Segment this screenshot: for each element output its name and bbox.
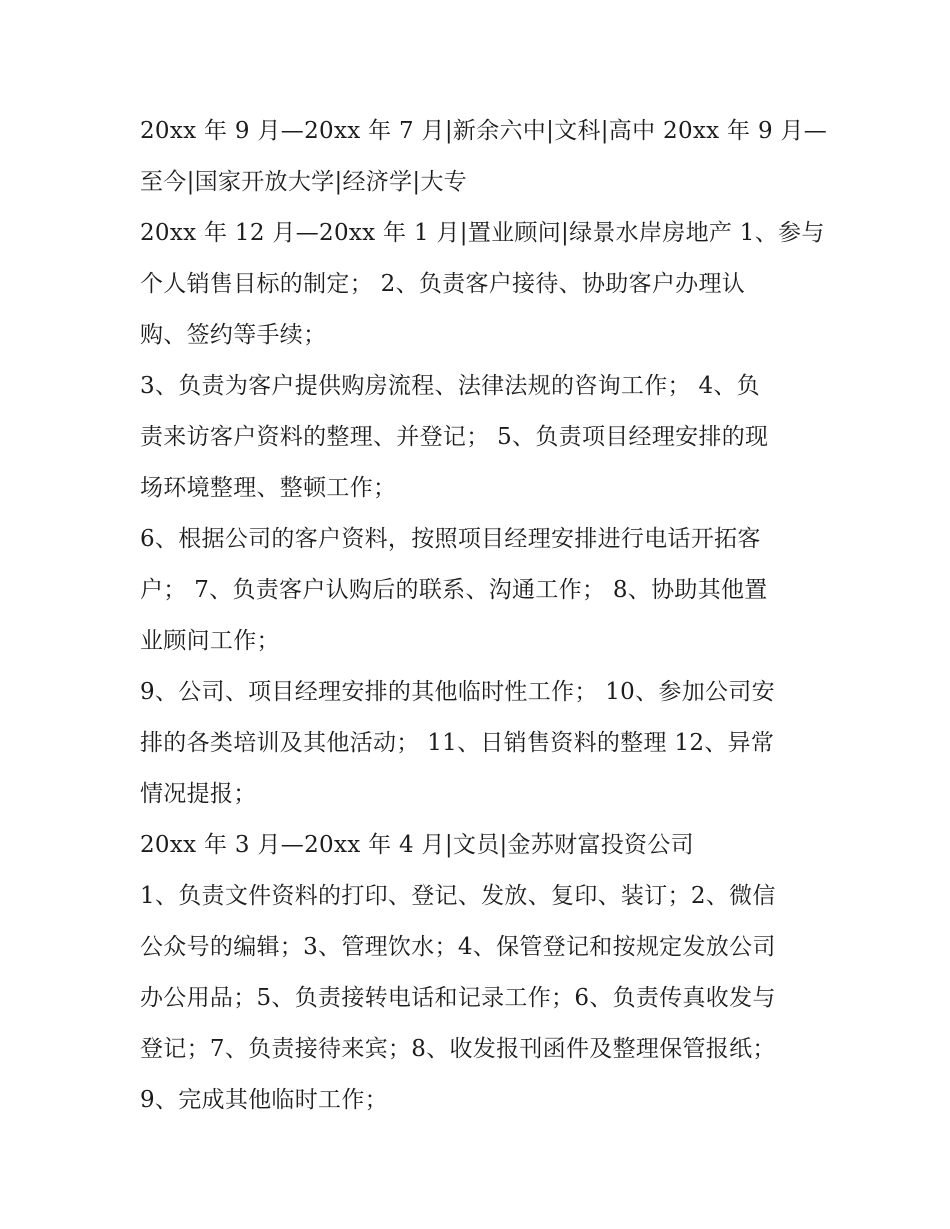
job-1-duty-line: 6、根据公司的客户资料，按照项目经理安排进行电话开拓客: [140, 526, 761, 552]
job-2-duty-line: 公众号的编辑；3、管理饮水；4、保管登记和按规定发放公司: [140, 934, 776, 960]
job-1-duty-line: 情况提报；: [140, 781, 257, 807]
job-2-duty-line: 9、完成其他临时工作；: [140, 1087, 388, 1113]
job-1-duty-line: 排的各类培训及其他活动； 11、日销售资料的整理 12、异常: [140, 730, 775, 756]
job-2-duty-line: 办公用品；5、负责接转电话和记录工作；6、负责传真收发与: [140, 985, 776, 1011]
document-body: [140, 106, 828, 1126]
education-line-2: 至今|国家开放大学|经济学|大专: [140, 169, 468, 195]
job-2-header-line: 20xx 年 3 月—20xx 年 4 月|文员|金苏财富投资公司: [140, 832, 694, 858]
job-1-duty-line: 业顾问工作；: [140, 628, 280, 654]
job-1-duty-line: 场环境整理、整顿工作；: [140, 475, 397, 501]
job-1-duty-line: 购、签约等手续；: [140, 322, 327, 348]
job-1-duty-line: 责来访客户资料的整理、并登记； 5、负责项目经理安排的现: [140, 424, 769, 450]
job-1-duty-line: 9、公司、项目经理安排的其他临时性工作； 10、参加公司安: [140, 679, 775, 705]
job-1-duty-line: 户； 7、负责客户认购后的联系、沟通工作； 8、协助其他置: [140, 577, 768, 603]
job-2-duty-line: 1、负责文件资料的打印、登记、发放、复印、装订；2、微信: [140, 883, 776, 909]
job-1-duty-line: 3、负责为客户提供购房流程、法律法规的咨询工作； 4、负: [140, 373, 760, 399]
job-2-duty-line: 登记；7、负责接待来宾；8、收发报刊函件及整理保管报纸；: [140, 1036, 776, 1062]
job-1-duty-line: 个人销售目标的制定； 2、负责客户接待、协助客户办理认: [140, 271, 746, 297]
education-line-1: 20xx 年 9 月—20xx 年 7 月|新余六中|文科|高中 20xx 年 9 月—: [140, 118, 828, 144]
job-1-header-line: 20xx 年 12 月—20xx 年 1 月|置业顾问|绿景水岸房地产 1、参与: [140, 220, 825, 246]
